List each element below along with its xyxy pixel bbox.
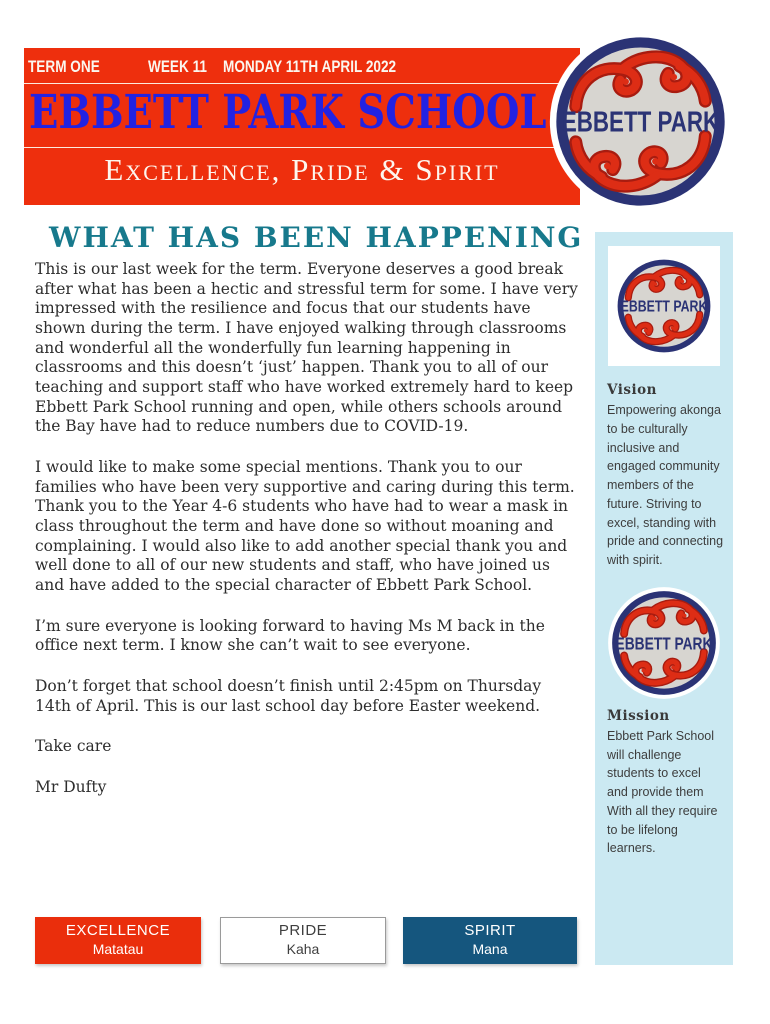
value-subtitle: Mana xyxy=(472,941,508,958)
header-divider-top xyxy=(24,83,580,84)
week-label: WEEK 11 xyxy=(148,57,207,76)
header-date-row xyxy=(24,57,580,79)
term-label: TERM ONE xyxy=(28,57,100,76)
vision-text: Empowering akonga to be culturally inclusive and engaged community members of the future. Striving to excel, standing with pride and connecting with spirit. xyxy=(607,403,724,567)
ebbett-park-logo-icon xyxy=(613,255,715,357)
mission-heading: Mission xyxy=(607,707,670,724)
school-name: EBBETT PARK SCHOOL xyxy=(29,85,547,140)
page-title: WHAT HAS BEEN HAPPENING xyxy=(49,221,584,254)
header-divider-bottom xyxy=(24,147,580,148)
body-paragraph: Don’t forget that school doesn’t finish until 2:45pm on Thursday 14th of April. This is our last school day before Easter weekend. xyxy=(35,677,542,715)
ebbett-park-logo-icon xyxy=(607,586,721,700)
value-box-excellence xyxy=(35,917,201,964)
signoff-take-care: Take care xyxy=(35,737,112,756)
value-box-pride xyxy=(220,917,386,964)
signoff-name: Mr Dufty xyxy=(35,778,107,797)
school-motto: Excellence, Pride & Spirit xyxy=(104,152,500,187)
body-paragraph: I would like to make some special mentions. Thank you to our families who have been very supportive and caring during this term. Thank you to the Year 4-6 students who have had to wear a mask in class throughout the term and have done so without moaning and complaining. I would also like to add another special thank you and well done to all of our new students and staff, who have joined us and have added to the special character of Ebbett Park School. xyxy=(35,458,575,595)
newsletter-header-banner xyxy=(24,48,580,205)
value-title: SPIRIT xyxy=(464,922,516,940)
ebbett-park-logo-icon xyxy=(548,29,733,214)
value-subtitle: Matatau xyxy=(92,941,144,958)
value-title: EXCELLENCE xyxy=(65,922,171,940)
sidebar xyxy=(595,232,733,965)
body-paragraph: This is our last week for the term. Everyone deserves a good break after what has been a hectic and stressful term for some. I have very impressed with the resilience and focus that our students have shown during the term. I have enjoyed walking through classrooms and wonderful all the wonderfully fun learning happening in classrooms and this doesn’t ‘just’ happen. Thank you to all of our teaching and support staff who have worked extremely hard to keep Ebbett Park School running and open, while others schools around the Bay have had to reduce numbers due to COVID-19. xyxy=(35,260,578,436)
value-subtitle: Kaha xyxy=(286,941,320,958)
value-title: PRIDE xyxy=(278,922,328,940)
body-paragraph: I’m sure everyone is looking forward to having Ms M back in the office next term. I know she can’t wait to see everyone. xyxy=(35,616,545,655)
newsletter-body xyxy=(35,260,578,819)
value-box-spirit xyxy=(403,917,577,964)
sidebar-logo-frame xyxy=(608,246,720,366)
date-label: MONDAY 11TH APRIL 2022 xyxy=(223,57,397,76)
mission-text: Ebbett Park School will challenge students to excel and provide them With all they require to be lifelong learners. xyxy=(607,728,718,856)
vision-heading: Vision xyxy=(607,382,657,398)
